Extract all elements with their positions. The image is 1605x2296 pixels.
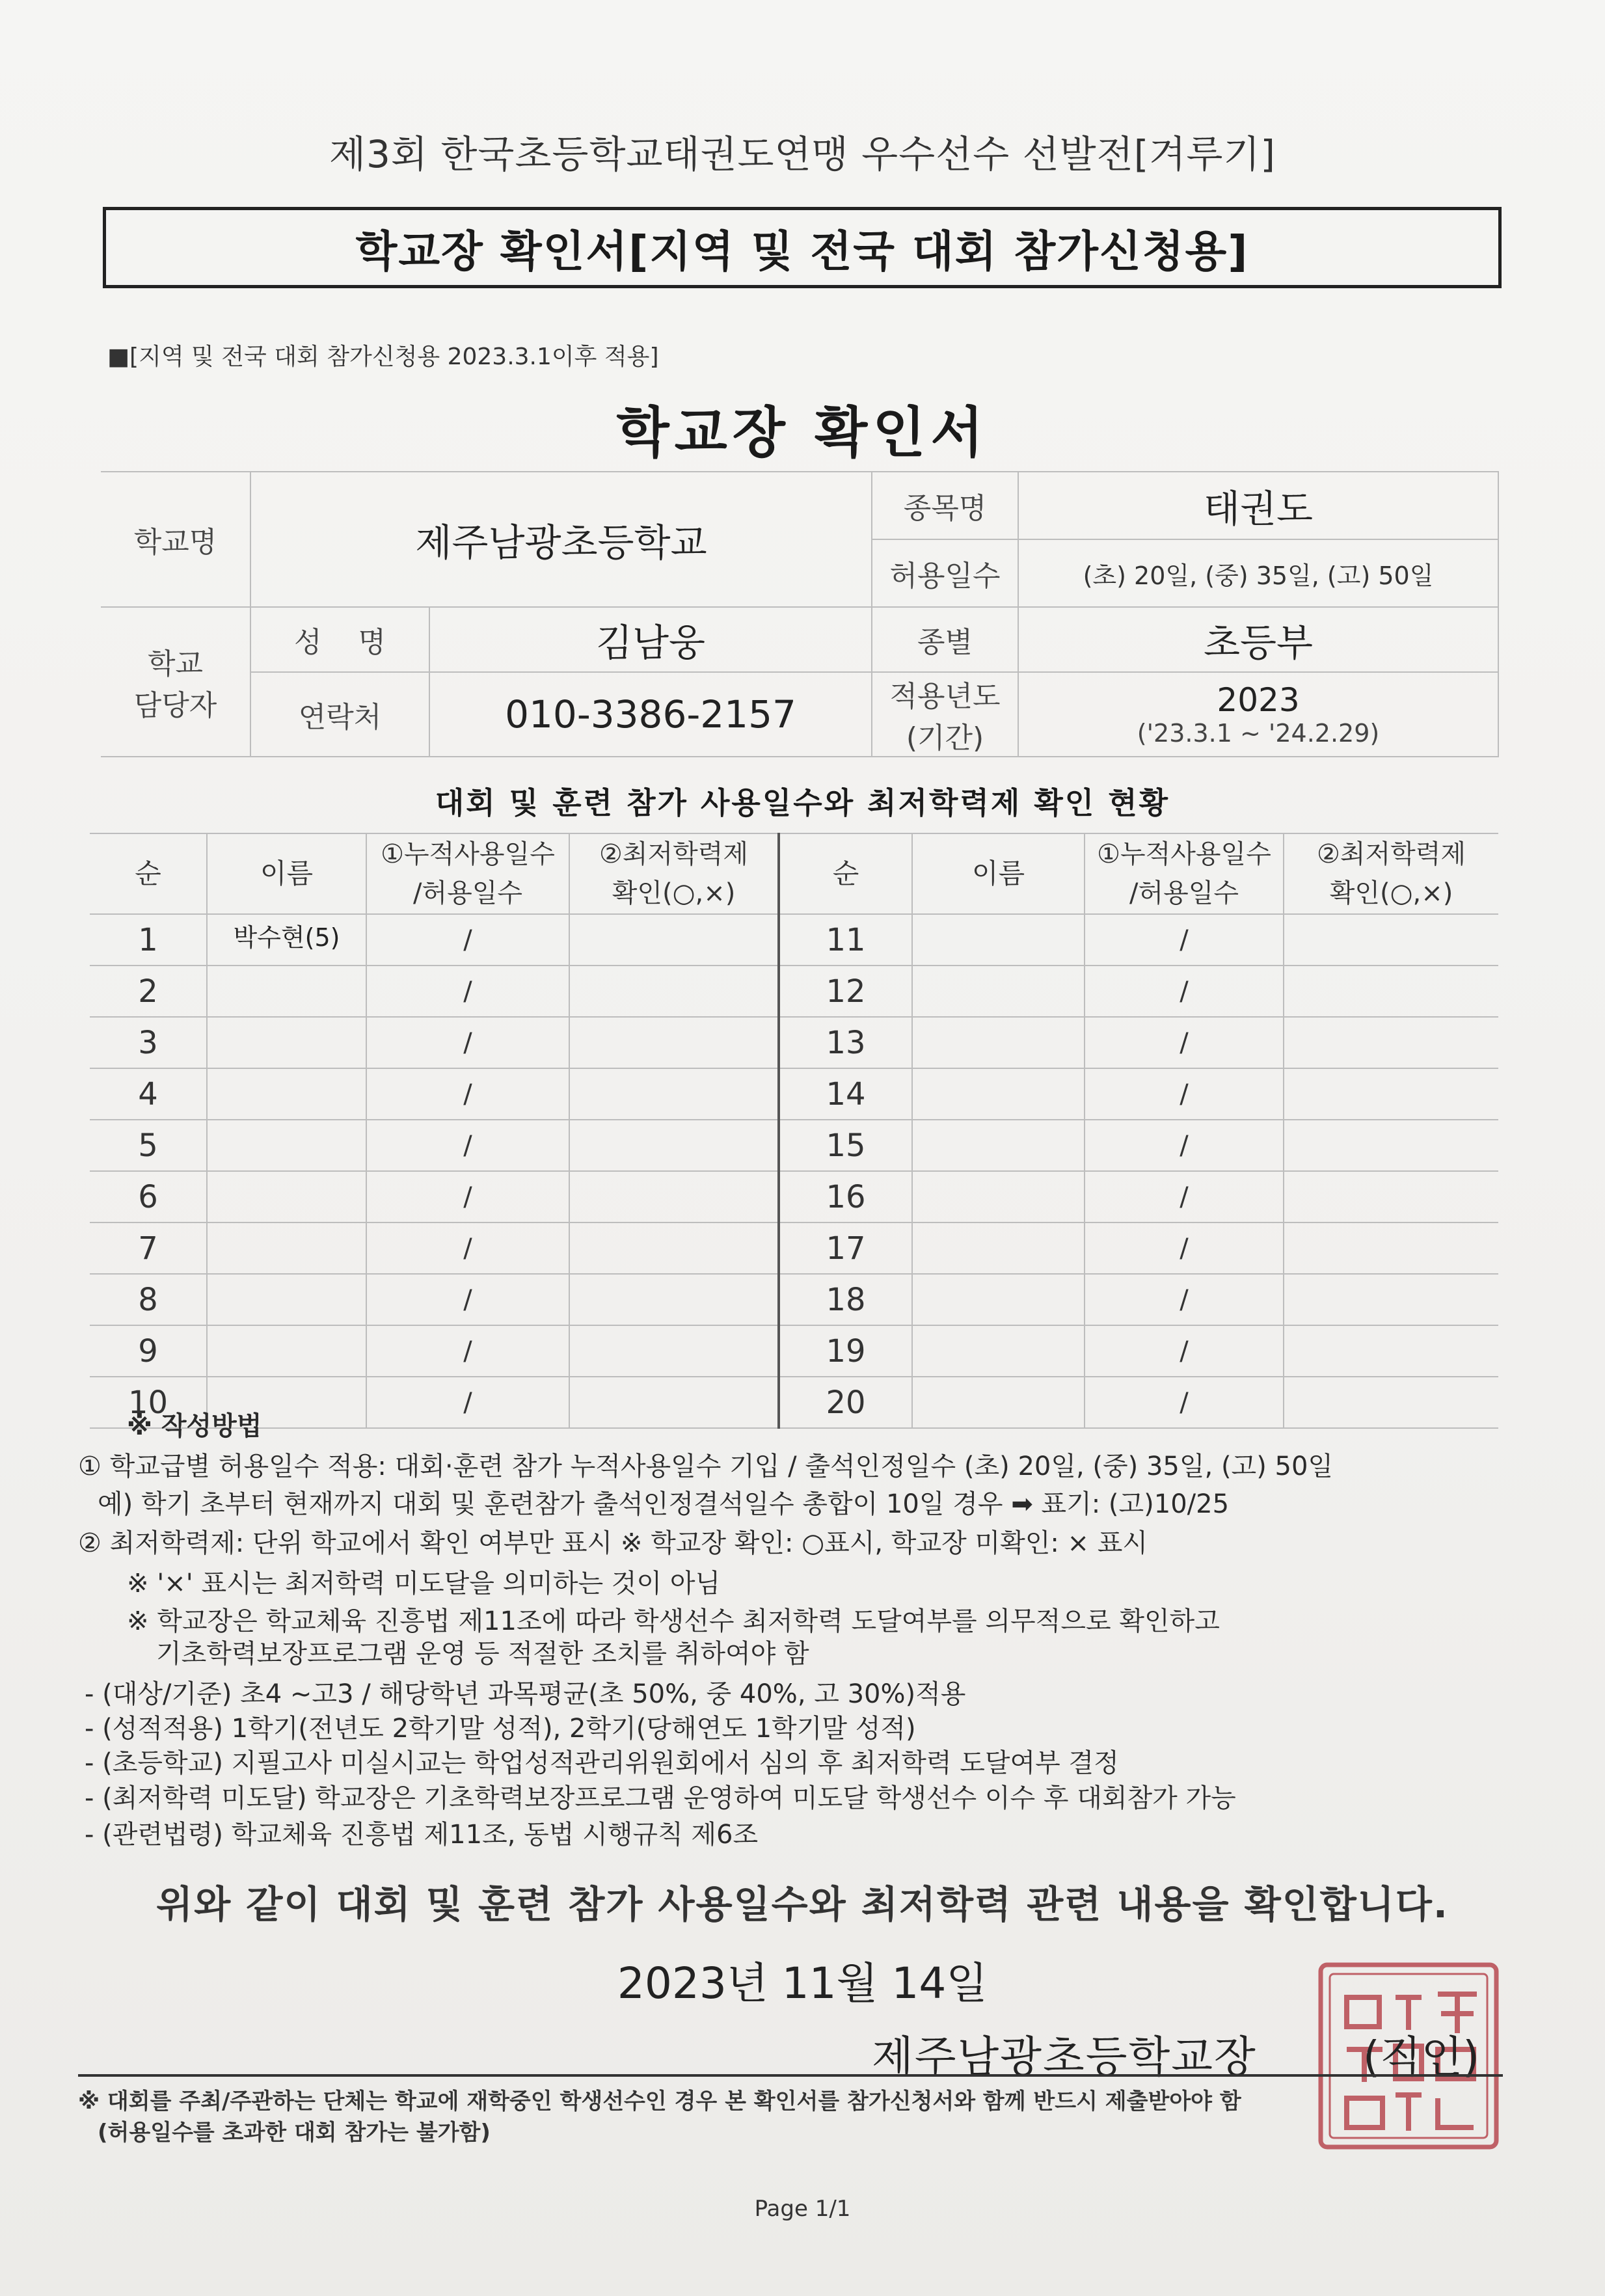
table-row (90, 914, 1498, 966)
academic-check (1284, 966, 1498, 1017)
academic-check (569, 914, 779, 966)
academic-check (1284, 1274, 1498, 1325)
days-used: / (366, 1017, 569, 1068)
student-name (912, 1017, 1085, 1068)
student-name (207, 966, 366, 1017)
manager-label-line2: 담당자 (133, 689, 217, 722)
header-days-line1: ①누적사용일수 (381, 839, 555, 869)
manager-label-line1: 학교 (147, 647, 203, 681)
student-name: 박수현(5) (207, 914, 366, 966)
instruction-line: - (대상/기준) 초4 ~고3 / 해당학년 과목평균(초 50%, 중 40%, 고 30%)적용 (85, 1679, 966, 1709)
student-name (207, 1068, 366, 1120)
days-used: / (366, 1068, 569, 1120)
row-number: 10 (90, 1377, 207, 1428)
form-title: 학교장 확인서 (616, 401, 989, 465)
header-check-line2: 확인(○,×) (612, 878, 736, 908)
student-name (912, 966, 1085, 1017)
row-number: 9 (90, 1325, 207, 1377)
student-name (207, 1120, 366, 1171)
academic-check (569, 1171, 779, 1222)
status-table (90, 833, 1498, 1429)
instruction-line: 기초학력보장프로그램 운영 등 적절한 조치를 취하여야 함 (156, 1639, 809, 1669)
row-number: 19 (779, 1325, 912, 1377)
header-check-left (569, 833, 779, 914)
table-row (90, 1171, 1498, 1222)
days-used: / (366, 1171, 569, 1222)
table-row (90, 1068, 1498, 1120)
days-used: / (366, 914, 569, 966)
header-no-left: 순 (90, 833, 207, 914)
student-name (207, 1222, 366, 1274)
table-row (90, 1017, 1498, 1068)
header-check-line2: 확인(○,×) (1329, 878, 1453, 908)
student-name (912, 1120, 1085, 1171)
header-no-right: 순 (779, 833, 912, 914)
student-name (207, 1171, 366, 1222)
instruction-line: ※ '×' 표시는 최저학력 미도달을 의미하는 것이 아님 (127, 1569, 721, 1599)
row-number: 5 (90, 1120, 207, 1171)
year-label (872, 672, 1018, 757)
header-days-line1: ①누적사용일수 (1097, 839, 1271, 869)
status-title: 대회 및 훈련 참가 사용일수와 최저학력제 확인 현황 (435, 785, 1170, 820)
days-used: / (366, 1274, 569, 1325)
row-number: 14 (779, 1068, 912, 1120)
header-name-right: 이름 (912, 833, 1085, 914)
instructions-heading: ※ 작성방법 (127, 1411, 262, 1441)
school-info-table (101, 471, 1499, 757)
row-number: 1 (90, 914, 207, 966)
category-value: 초등부 (1018, 607, 1498, 672)
instruction-line: - (성적적용) 1학기(전년도 2학기말 성적), 2학기(당해연도 1학기말 성적) (85, 1714, 916, 1744)
student-name (912, 1377, 1085, 1428)
days-used: / (366, 1325, 569, 1377)
row-number: 3 (90, 1017, 207, 1068)
footer-note: ※ 대회를 주최/주관하는 단체는 학교에 재학중인 학생선수인 경우 본 확인서를 참가신청서와 함께 반드시 제출받아야 함 (78, 2088, 1241, 2114)
days-used: / (1085, 1171, 1284, 1222)
header-days-line2: /허용일수 (1129, 878, 1239, 908)
header-check-line1: ②최저학력제 (599, 839, 749, 869)
page-number: Page 1/1 (754, 2196, 851, 2222)
academic-check (1284, 1017, 1498, 1068)
name-label: 성 명 (250, 607, 429, 672)
row-number: 7 (90, 1222, 207, 1274)
academic-check (569, 1120, 779, 1171)
student-name (207, 1325, 366, 1377)
footer-note-sub: (허용일수를 초과한 대회 참가는 불가함) (98, 2120, 491, 2146)
year-value: 2023 (1217, 681, 1300, 719)
days-used: / (366, 1377, 569, 1428)
academic-check (569, 1222, 779, 1274)
school-value: 제주남광초등학교 (250, 472, 872, 607)
principal-title: 제주남광초등학교장 (872, 2032, 1257, 2082)
footer-divider (78, 2074, 1503, 2077)
instruction-line: ① 학교급별 허용일수 적용: 대회·훈련 참가 누적사용일수 기입 / 출석인정일수 (초) 20일, (중) 35일, (고) 50일 (78, 1452, 1334, 1481)
student-name (912, 914, 1085, 966)
instruction-line: ※ 학교장은 학교체육 진흥법 제11조에 따라 학생선수 최저학력 도달여부를 의무적으로 확인하고 (127, 1606, 1220, 1636)
row-number: 15 (779, 1120, 912, 1171)
academic-check (569, 966, 779, 1017)
instruction-line: ② 최저학력제: 단위 학교에서 확인 여부만 표시 ※ 학교장 확인: ○표시, 학교장 미확인: × 표시 (78, 1528, 1148, 1558)
table-row (90, 1274, 1498, 1325)
student-name (912, 1171, 1085, 1222)
row-number: 4 (90, 1068, 207, 1120)
academic-check (569, 1068, 779, 1120)
year-label-line2: (기간) (906, 722, 984, 755)
event-title: 제3회 한국초등학교태권도연맹 우수선수 선발전[겨루기] (329, 132, 1276, 176)
row-number: 11 (779, 914, 912, 966)
contact-label: 연락처 (250, 672, 429, 757)
academic-check (1284, 1325, 1498, 1377)
allowed-days-label: 허용일수 (872, 539, 1018, 607)
academic-check (1284, 1068, 1498, 1120)
issue-date: 2023년 11월 14일 (617, 1958, 988, 2008)
academic-check (569, 1325, 779, 1377)
days-used: / (1085, 1017, 1284, 1068)
days-used: / (1085, 966, 1284, 1017)
row-number: 13 (779, 1017, 912, 1068)
row-number: 6 (90, 1171, 207, 1222)
header-days-right (1085, 833, 1284, 914)
header-name-left: 이름 (207, 833, 366, 914)
table-row (90, 966, 1498, 1017)
days-used: / (366, 1120, 569, 1171)
category-label: 종별 (872, 607, 1018, 672)
boxed-form-title: 학교장 확인서[지역 및 전국 대회 참가신청용] (103, 207, 1502, 288)
academic-check (1284, 1171, 1498, 1222)
days-used: / (366, 966, 569, 1017)
days-used: / (1085, 1325, 1284, 1377)
academic-check (1284, 1222, 1498, 1274)
row-number: 8 (90, 1274, 207, 1325)
academic-check (569, 1274, 779, 1325)
row-number: 16 (779, 1171, 912, 1222)
academic-check (1284, 1377, 1498, 1428)
seal-label: (직인) (1363, 2032, 1480, 2082)
manager-label (101, 607, 250, 757)
instruction-line: - (초등학교) 지필고사 미실시교는 학업성적관리위원회에서 심의 후 최저학력 도달여부 결정 (85, 1748, 1119, 1778)
header-days-left (366, 833, 569, 914)
table-row (90, 1325, 1498, 1377)
days-used: / (1085, 1274, 1284, 1325)
instruction-line: - (최저학력 미도달) 학교장은 기초학력보장프로그램 운영하여 미도달 학생선수 이수 후 대회참가 가능 (85, 1783, 1236, 1813)
table-row (90, 1120, 1498, 1171)
header-days-line2: /허용일수 (412, 878, 523, 908)
allowed-days-value: (초) 20일, (중) 35일, (고) 50일 (1018, 539, 1498, 607)
row-number: 17 (779, 1222, 912, 1274)
form-note: ■[지역 및 전국 대회 참가신청용 2023.3.1이후 적용] (107, 344, 659, 370)
days-used: / (1085, 914, 1284, 966)
row-number: 2 (90, 966, 207, 1017)
student-name (912, 1222, 1085, 1274)
header-check-line1: ②최저학력제 (1316, 839, 1466, 869)
instruction-line: - (관련법령) 학교체육 진흥법 제11조, 동법 시행규칙 제6조 (85, 1820, 759, 1850)
row-number: 20 (779, 1377, 912, 1428)
academic-check (569, 1017, 779, 1068)
days-used: / (1085, 1068, 1284, 1120)
row-number: 18 (779, 1274, 912, 1325)
sport-label: 종목명 (872, 472, 1018, 539)
academic-check (1284, 1120, 1498, 1171)
period-value: ('23.3.1 ~ '24.2.2​9) (1137, 719, 1380, 748)
days-used: / (1085, 1377, 1284, 1428)
student-name (912, 1274, 1085, 1325)
days-used: / (1085, 1222, 1284, 1274)
confirmation-statement: 위와 같이 대회 및 훈련 참가 사용일수와 최저학력 관련 내용을 확인합니다. (156, 1882, 1449, 1926)
contact-value: 010-3386-2157 (429, 672, 872, 757)
student-name (912, 1068, 1085, 1120)
year-label-line1: 적용년도 (889, 680, 1001, 713)
days-used: / (366, 1222, 569, 1274)
year-value-cell (1018, 672, 1498, 757)
table-row (90, 1377, 1498, 1428)
school-label: 학교명 (101, 472, 250, 607)
academic-check (1284, 914, 1498, 966)
days-used: / (1085, 1120, 1284, 1171)
sport-value: 태권도 (1018, 472, 1498, 539)
name-value: 김남웅 (429, 607, 872, 672)
row-number: 12 (779, 966, 912, 1017)
instruction-line: 예) 학기 초부터 현재까지 대회 및 훈련참가 출석인정결석일수 총합이 10일 경우 ➡ 표기: (고)10/25 (98, 1489, 1230, 1519)
student-name (207, 1274, 366, 1325)
academic-check (569, 1377, 779, 1428)
student-name (207, 1017, 366, 1068)
student-name (912, 1325, 1085, 1377)
table-row (90, 1222, 1498, 1274)
header-check-right (1284, 833, 1498, 914)
